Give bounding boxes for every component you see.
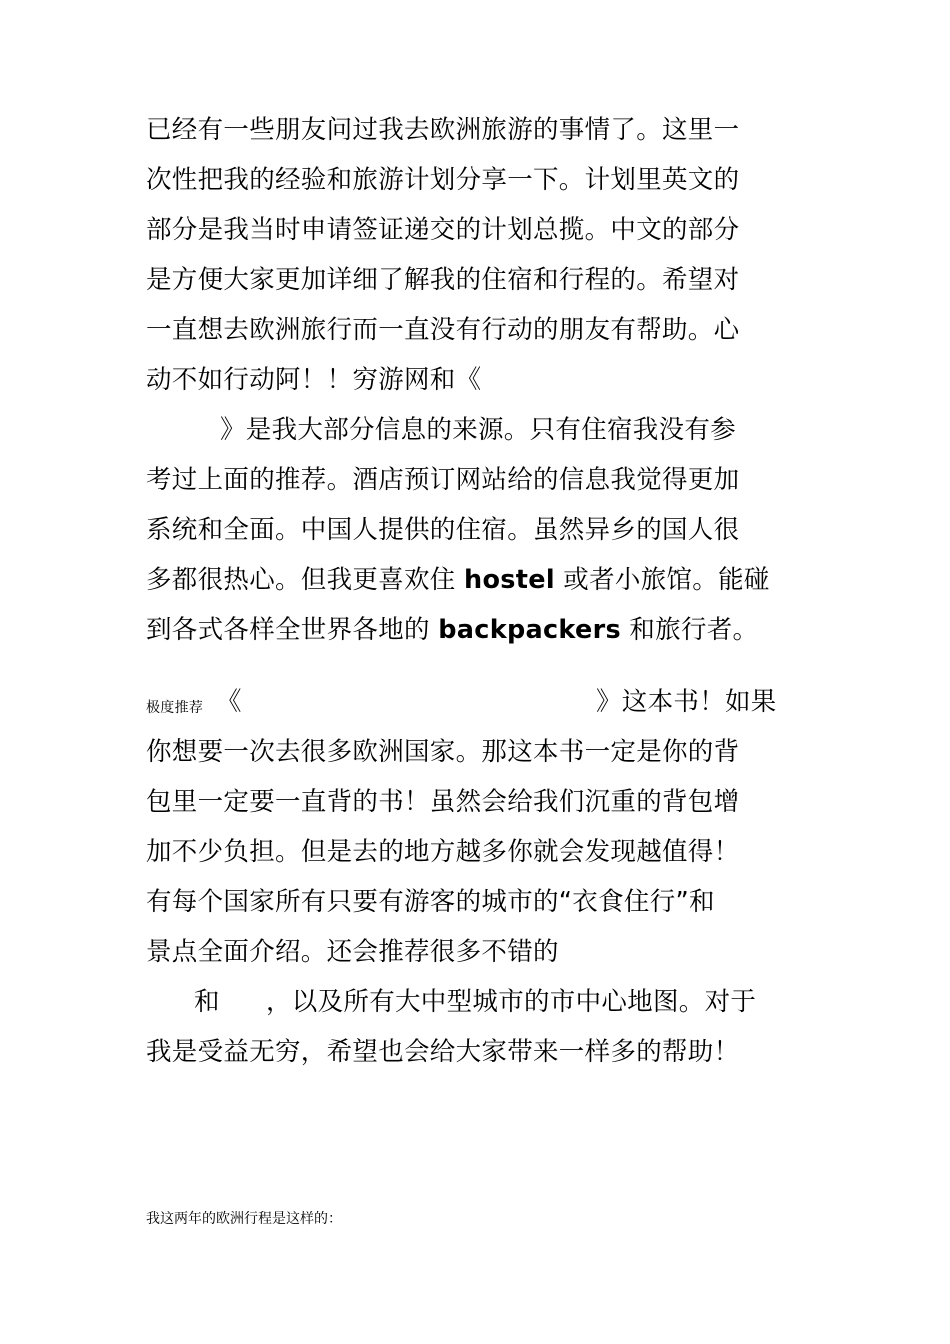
hostel-keyword: hostel — [464, 565, 555, 595]
paragraph-2-line-2: 考过上面的推荐。酒店预订网站给的信息我觉得更加 — [146, 465, 740, 495]
paragraph-1-line-4: 是方便大家更加详细了解我的住宿和行程的。希望对 — [146, 265, 740, 295]
paragraph-1-line-1: 已经有一些朋友问过我去欧洲旅游的事情了。这里一 — [146, 115, 740, 145]
paragraph-2-line-4-pre: 多都很热心。但我更喜欢住 — [146, 565, 465, 595]
paragraph-1-line-2: 次性把我的经验和旅游计划分享一下。计划里英文的 — [146, 165, 740, 195]
recommend-label: 极度推荐 — [146, 700, 204, 716]
paragraph-2-line-5-post: 和旅行者。 — [620, 615, 759, 645]
paragraph-3-line-7 — [146, 982, 816, 1022]
paragraph-1-line-5: 一直想去欧洲旅行而一直没有行动的朋友有帮助。心 — [146, 315, 740, 345]
paragraph-3-line-2: 你想要一次去很多欧洲国家。那这本书一定是你的背 — [146, 737, 740, 767]
paragraph-1-line-3: 部分是我当时申请签证递交的计划总揽。中文的部分 — [146, 215, 740, 245]
paragraph-3-line-1-rest: 》这本书！如果 — [596, 687, 777, 717]
paragraph-3-line-1 — [146, 682, 816, 722]
paragraph-3-line-5: 有每个国家所有只要有游客的城市的“衣食住行”和 — [146, 887, 715, 917]
paragraph-1-line-6: 动不如行动阿！！穷游网和《 — [146, 365, 482, 395]
itinerary-intro: 我这两年的欧洲行程是这样的： — [146, 1211, 342, 1227]
paragraph-3-line-6: 景点全面介绍。还会推荐很多不错的 — [146, 937, 559, 967]
paragraph-2-line-5 — [146, 610, 816, 650]
paragraph-3-line-3: 包里一定要一直背的书！虽然会给我们沉重的背包增 — [146, 787, 740, 817]
paragraph-3-line-7-rest: ，以及所有大中型城市的市中心地图。对于 — [266, 987, 757, 1017]
paragraph-2-line-4-post: 或者小旅馆。能碰 — [554, 565, 770, 595]
paragraph-2-line-1: 》是我大部分信息的来源。只有住宿我没有参 — [220, 415, 737, 445]
and-word: 和 — [194, 987, 220, 1017]
paragraph-2-line-4 — [146, 560, 816, 600]
paragraph-3-line-8: 我是受益无穷，希望也会给大家带来一样多的帮助！ — [146, 1037, 740, 1067]
paragraph-2-line-5-pre: 到各式各样全世界各地的 — [146, 615, 439, 645]
paragraph-3-line-4: 加不少负担。但是去的地方越多你就会发现越值得！ — [146, 837, 740, 867]
open-book-quote: 《 — [216, 687, 242, 717]
paragraph-2-line-3: 系统和全面。中国人提供的住宿。虽然异乡的国人很 — [146, 515, 740, 545]
backpackers-keyword: backpackers — [438, 615, 621, 645]
